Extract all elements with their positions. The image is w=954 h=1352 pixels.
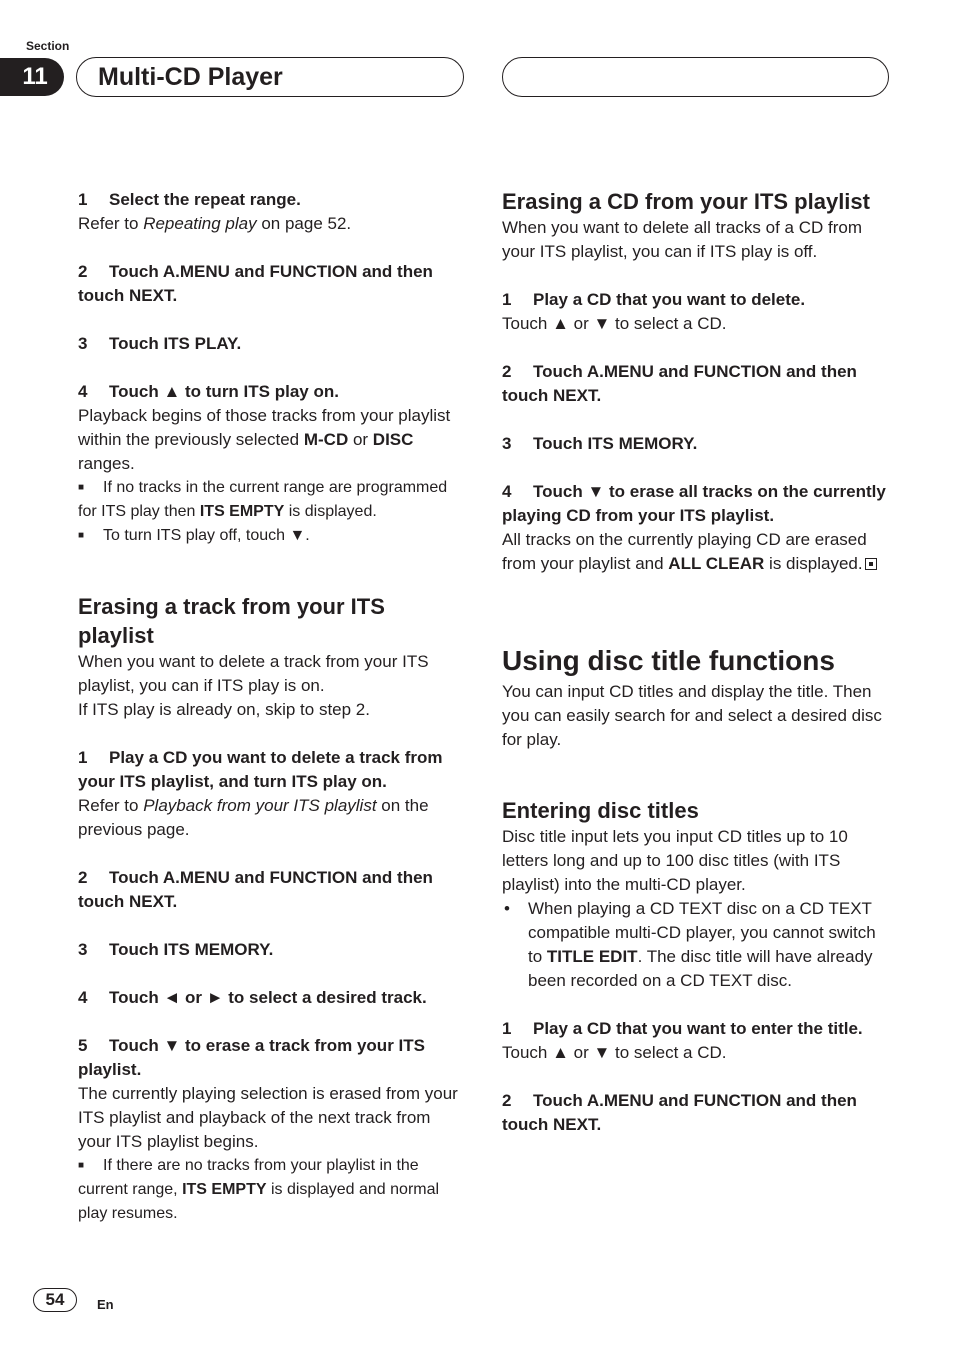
step-heading: 1 Play a CD you want to delete a track from your ITS playlist, and turn ITS play on. bbox=[78, 748, 443, 791]
paragraph: When you want to delete a track from your ITS playlist, you can if ITS play is on. bbox=[78, 652, 429, 695]
step-body: Touch ▲ or ▼ to select a CD. bbox=[502, 314, 727, 333]
language-label: En bbox=[97, 1297, 114, 1312]
step-body: Playback begins of those tracks from your playlist within the previously selected M-CD or DISC ranges. bbox=[78, 406, 451, 473]
step-body: Refer to Repeating play on page 52. bbox=[78, 214, 352, 233]
step-heading: 2 Touch A.MENU and FUNCTION and then touch NEXT. bbox=[78, 262, 433, 305]
step-body: All tracks on the currently playing CD are erased from your playlist and ALL CLEAR is displayed. bbox=[502, 528, 890, 576]
header-right-frame bbox=[502, 57, 889, 97]
note: ■ If no tracks in the current range are programmed for ITS play then ITS EMPTY is displayed. bbox=[78, 476, 466, 524]
step-heading: 2 Touch A.MENU and FUNCTION and then touch NEXT. bbox=[502, 362, 857, 405]
paragraph: When you want to delete all tracks of a CD from your ITS playlist, you can if ITS play is off. bbox=[502, 218, 862, 261]
step-heading: 3 Touch ITS PLAY. bbox=[78, 334, 242, 353]
step-heading: 1 Select the repeat range. bbox=[78, 190, 301, 209]
right-column bbox=[502, 187, 890, 1137]
square-bullet-icon: ■ bbox=[78, 482, 85, 493]
section-heading: Erasing a track from your ITS playlist bbox=[78, 594, 385, 648]
chapter-heading: Using disc title functions bbox=[502, 645, 835, 676]
end-mark-icon bbox=[865, 558, 877, 570]
page-number: 54 bbox=[33, 1288, 77, 1312]
step-heading: 3 Touch ITS MEMORY. bbox=[78, 940, 274, 959]
note: ■ To turn ITS play off, touch ▼. bbox=[78, 524, 466, 548]
step-heading: 2 Touch A.MENU and FUNCTION and then touch NEXT. bbox=[502, 1091, 857, 1134]
square-bullet-icon: ■ bbox=[78, 530, 85, 541]
paragraph: You can input CD titles and display the title. Then you can easily search for and select a desired disc for play. bbox=[502, 682, 882, 749]
paragraph: If ITS play is already on, skip to step 2. bbox=[78, 700, 370, 719]
section-heading: Erasing a CD from your ITS playlist bbox=[502, 189, 870, 214]
step-heading: 4 Touch ▼ to erase all tracks on the currently playing CD from your ITS playlist. bbox=[502, 482, 886, 525]
step-body: The currently playing selection is erased from your ITS playlist and playback of the next track from your ITS playlist begins. bbox=[78, 1084, 458, 1151]
step-body: Touch ▲ or ▼ to select a CD. bbox=[502, 1043, 727, 1062]
page-title: Multi-CD Player bbox=[76, 57, 464, 97]
step-heading: 1 Play a CD that you want to delete. bbox=[502, 290, 806, 309]
section-label: Section bbox=[26, 39, 70, 53]
bullet-icon: • bbox=[504, 899, 510, 918]
step-heading: 3 Touch ITS MEMORY. bbox=[502, 434, 698, 453]
step-heading: 1 Play a CD that you want to enter the title. bbox=[502, 1019, 863, 1038]
bullet-item: • When playing a CD TEXT disc on a CD TEXT compatible multi-CD player, you cannot switch to TITLE EDIT. The disc title will have already been recorded on a CD TEXT disc. bbox=[504, 899, 876, 990]
section-number-badge: 11 bbox=[0, 58, 64, 96]
step-body: Refer to Playback from your ITS playlist on the previous page. bbox=[78, 796, 429, 839]
step-heading: 2 Touch A.MENU and FUNCTION and then touch NEXT. bbox=[78, 868, 433, 911]
note: ■ If there are no tracks from your playlist in the current range, ITS EMPTY is displayed and normal play resumes. bbox=[78, 1154, 466, 1226]
section-heading: Entering disc titles bbox=[502, 798, 699, 823]
step-heading: 5 Touch ▼ to erase a track from your ITS playlist. bbox=[78, 1036, 425, 1079]
left-column bbox=[78, 188, 466, 1226]
step-heading: 4 Touch ▲ to turn ITS play on. bbox=[78, 382, 339, 401]
square-bullet-icon: ■ bbox=[78, 1160, 85, 1171]
paragraph: Disc title input lets you input CD titles up to 10 letters long and up to 100 disc titles (with ITS playlist) into the multi-CD player. bbox=[502, 827, 848, 894]
step-heading: 4 Touch ◄ or ► to select a desired track. bbox=[78, 988, 427, 1007]
